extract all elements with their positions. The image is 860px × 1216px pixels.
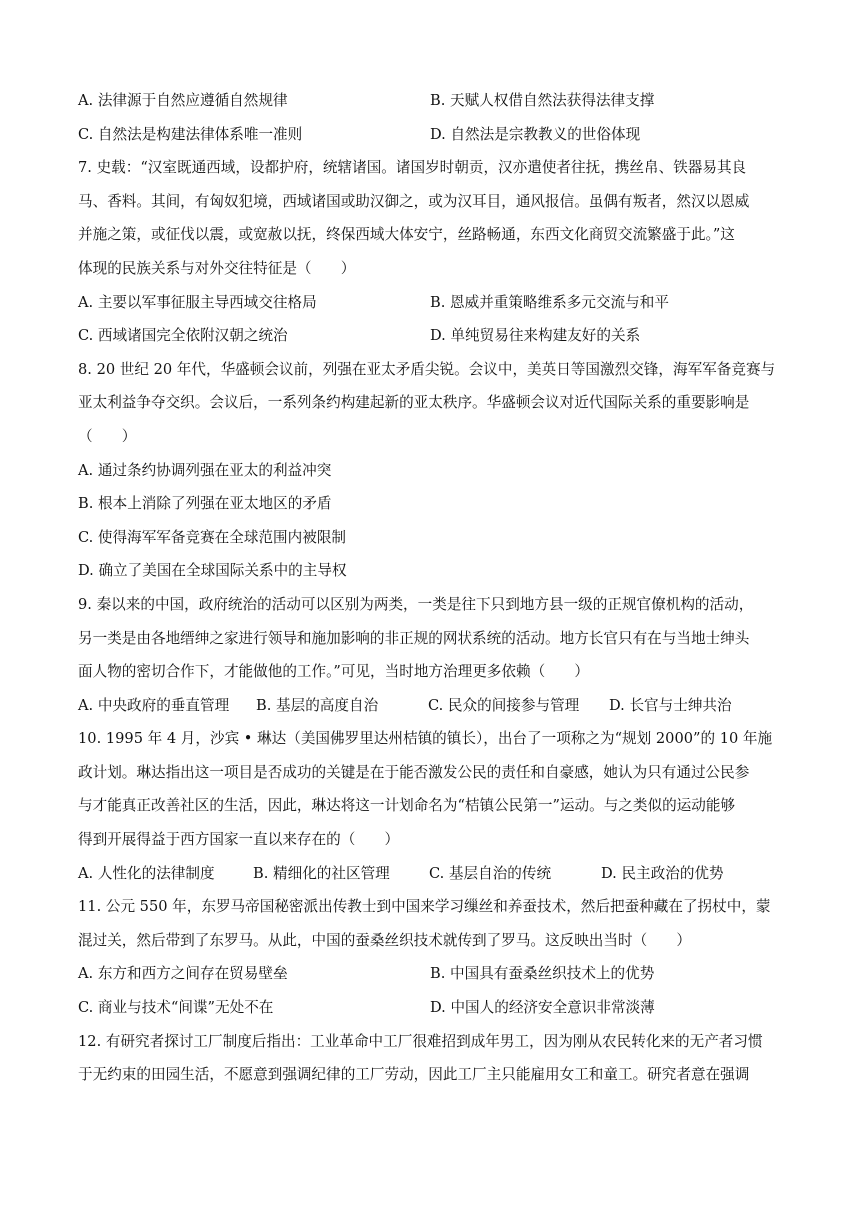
q6-option-d[interactable]: D. 自然法是宗教教义的世俗体现 [430,125,641,143]
q10-options-row [78,857,790,891]
q8-stem-line-2: 亚太利益争夺交织。会议后，一系列条约构建起新的亚太秩序。华盛顿会议对近代国际关系的重要影响是 [78,394,750,412]
exam-page [78,84,790,1092]
q9-option-d[interactable]: D. 长官与士绅共治 [609,696,732,714]
q11-option-b[interactable]: B. 中国具有蚕桑丝织技术上的优势 [430,965,655,983]
q7-stem-line-3: 并施之策，或征伐以震，或宽赦以抚，终保西域大体安宁，丝路畅通，东西文化商贸交流繁盛于此。”这 [78,226,735,244]
q10-option-c[interactable]: C. 基层自治的传统 [429,864,552,882]
q10-stem-line-2: 政计划。琳达指出这一项目是否成功的关键是在于能否激发公民的责任和自豪感，她认为只有通过公民参 [78,763,750,781]
q9-option-a[interactable]: A. 中央政府的垂直管理 [78,696,230,714]
q7-stem-line-2: 马、香料。其间，有匈奴犯境，西域诸国或助汉御之，或为汉耳目，通风报信。虽偶有叛者，然汉以恩威 [78,192,750,210]
q11-options-row-1 [78,957,790,991]
q11-stem-line-1: 11. 公元 550 年，东罗马帝国秘密派出传教士到中国来学习缫丝和养蚕技术，然后把蚕种藏在了拐杖中，蒙 [78,898,771,916]
q6-options-row-2 [78,118,790,152]
q9-stem-line-1: 9. 秦以来的中国，政府统治的活动可以区别为两类，一类是往下只到地方县一级的正规官僚机构的活动， [78,595,754,613]
q9-stem-line-3: 面人物的密切合作下，才能做他的工作。”可见，当时地方治理更多依赖（ ） [78,663,589,681]
q9-stem-line-2: 另一类是由各地缙绅之家进行领导和施加影响的非正规的网状系统的活动。地方长官只有在与当地士绅头 [78,629,750,647]
q6-option-b[interactable]: B. 天赋人权借自然法获得法律支撑 [430,92,655,109]
q8-option-a[interactable]: A. 通过条约协调列强在亚太的利益冲突 [78,461,332,479]
q7-option-c[interactable]: C. 西域诸国完全依附汉朝之统治 [78,327,288,345]
q11-options-row-2 [78,991,790,1025]
q8-stem-line-3: （ ） [78,427,137,445]
q6-options-row-1 [78,84,790,118]
q11-option-d[interactable]: D. 中国人的经济安全意识非常淡薄 [430,999,655,1017]
q12-stem-line-1: 12. 有研究者探讨工厂制度后指出：工业革命中工厂很难招到成年男工，因为刚从农民转化来的无产者习惯 [78,1032,763,1050]
q12-stem-line-2: 于无约束的田园生活，不愿意到强调纪律的工厂劳动，因此工厂主只能雇用女工和童工。研究者意在强调 [78,1066,750,1084]
q7-options-row-2 [78,319,790,353]
q11-stem-line-2: 混过关，然后带到了东罗马。从此，中国的蚕桑丝织技术就传到了罗马。这反映出当时（ ） [78,931,691,949]
q9-options-row [78,689,790,723]
q6-option-c[interactable]: C. 自然法是构建法律体系唯一准则 [78,125,303,143]
q6-option-a[interactable]: A. 法律源于自然应遵循自然规律 [78,92,288,109]
q8-option-b[interactable]: B. 根本上消除了列强在亚太地区的矛盾 [78,495,332,513]
q10-option-b[interactable]: B. 精细化的社区管理 [253,864,390,882]
q7-stem-line-4: 体现的民族关系与对外交往特征是（ ） [78,259,356,277]
q10-stem-line-4: 得到开展得益于西方国家一直以来存在的（ ） [78,831,400,849]
q10-stem-line-3: 与才能真正改善社区的生活，因此，琳达将这一计划命名为“桔镇公民第一”运动。与之类似的运动能够 [78,797,736,815]
q7-option-a[interactable]: A. 主要以军事征服主导西域交往格局 [78,293,317,311]
q7-stem-line-1: 7. 史载：“汉室既通西域，设都护府，统辖诸国。诸国岁时朝贡，汉亦遣使者往抚，携丝帛、铁器易其良 [78,159,747,177]
q8-stem-line-1: 8. 20 世纪 20 年代，华盛顿会议前，列强在亚太矛盾尖锐。会议中，美英日等国激烈交锋，海军军备竞赛与 [78,360,776,378]
q8-option-d[interactable]: D. 确立了美国在全球国际关系中的主导权 [78,562,347,580]
q9-option-b[interactable]: B. 基层的高度自治 [256,696,379,714]
q10-stem-line-1: 10. 1995 年 4 月，沙宾 • 琳达（美国佛罗里达州桔镇的镇长），出台了一项称之为“规划 2000”的 10 年施 [78,730,773,748]
q9-option-c[interactable]: C. 民众的间接参与管理 [428,696,580,714]
q10-option-d[interactable]: D. 民主政治的优势 [601,864,724,882]
q7-options-row-1 [78,286,790,320]
q10-option-a[interactable]: A. 人性化的法律制度 [78,864,215,882]
q7-option-d[interactable]: D. 单纯贸易往来构建友好的关系 [430,327,641,345]
q8-option-c[interactable]: C. 使得海军军备竞赛在全球范围内被限制 [78,528,347,546]
q11-option-a[interactable]: A. 东方和西方之间存在贸易壁垒 [78,965,288,983]
q7-option-b[interactable]: B. 恩威并重策略维系多元交流与和平 [430,293,669,311]
q11-option-c[interactable]: C. 商业与技术“间谍”无处不在 [78,999,274,1017]
